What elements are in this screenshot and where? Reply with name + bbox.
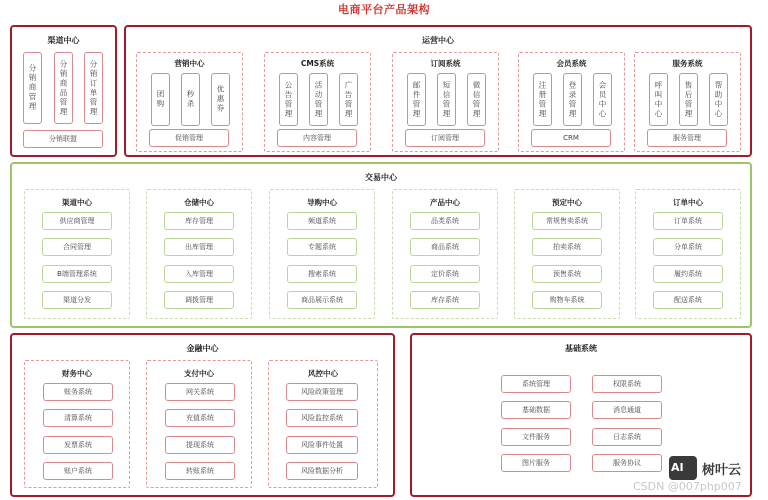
trade-item: 供应商管理 [42, 212, 112, 230]
finance-center-box [10, 333, 395, 497]
trade-group [392, 189, 498, 319]
subscription-group [392, 52, 499, 152]
trade-item: 定价系统 [410, 265, 480, 283]
trade-group [514, 189, 620, 319]
watermark [633, 456, 768, 500]
ops-item: 团购 [151, 73, 170, 126]
finance-item: 风险监控系统 [286, 409, 358, 427]
trade-item: 渠道分发 [42, 291, 112, 309]
operations-center-box [124, 25, 752, 157]
group-title: 产品中心 [430, 198, 460, 207]
trade-group [635, 189, 741, 319]
ops-bottom: 服务管理 [647, 129, 727, 147]
group-title: 风控中心 [308, 369, 338, 378]
finance-group [146, 360, 252, 488]
brand-name: 树叶云 [702, 463, 742, 478]
ops-item: 优惠券 [211, 73, 230, 126]
trade-item: 购物车系统 [532, 291, 602, 309]
group-title: 服务系统 [672, 59, 703, 68]
ops-item: 呼叫中心 [649, 73, 668, 126]
channel-center-title: 渠道中心 [47, 36, 80, 45]
group-title: CMS系统 [300, 59, 335, 68]
service-group [634, 52, 741, 152]
group-title: 订单中心 [673, 198, 703, 207]
group-title: 订阅系统 [430, 59, 461, 68]
trade-item: 配送系统 [653, 291, 723, 309]
group-title: 财务中心 [62, 369, 92, 378]
trade-item: 分单系统 [653, 238, 723, 256]
trade-item: 专题系统 [287, 238, 357, 256]
marketing-group [136, 52, 243, 152]
finance-item: 充值系统 [165, 409, 235, 427]
base-item: 图片服务 [501, 454, 571, 472]
trade-item: B端管理系统 [42, 265, 112, 283]
ops-item: 活动管理 [309, 73, 328, 126]
finance-item: 账户系统 [43, 462, 113, 480]
group-title: 支付中心 [184, 369, 214, 378]
trade-item: 品类系统 [410, 212, 480, 230]
finance-item: 网关系统 [165, 383, 235, 401]
ops-item: 会员中心 [593, 73, 612, 126]
trade-center-title: 交易中心 [365, 173, 397, 182]
trade-item: 入库管理 [164, 265, 234, 283]
channel-item: 分销商品管理 [54, 52, 73, 124]
ops-item: 秒杀 [181, 73, 200, 126]
trade-item: 预售系统 [532, 265, 602, 283]
finance-group [268, 360, 378, 488]
finance-center-title: 金融中心 [186, 344, 219, 353]
trade-item: 库存系统 [410, 291, 480, 309]
ops-item: 短信管理 [437, 73, 456, 126]
finance-group [24, 360, 130, 488]
trade-item: 调拨管理 [164, 291, 234, 309]
finance-item: 清算系统 [43, 409, 113, 427]
group-title: 导购中心 [307, 198, 337, 207]
trade-item: 商品系统 [410, 238, 480, 256]
ops-item: 登录管理 [563, 73, 582, 126]
trade-item: 库存管理 [164, 212, 234, 230]
group-title: 渠道中心 [62, 198, 92, 207]
base-item: 日志系统 [592, 428, 662, 446]
finance-item: 风险事件处置 [286, 436, 358, 454]
diagram-title: 电商平台产品架构 [338, 3, 430, 16]
trade-item: 频道系统 [287, 212, 357, 230]
ops-bottom: 内容管理 [277, 129, 357, 147]
ops-item: 广告管理 [339, 73, 358, 126]
group-title: 营销中心 [174, 59, 205, 68]
trade-group [146, 189, 252, 319]
operations-center-title: 运营中心 [422, 36, 454, 45]
finance-item: 账务系统 [43, 383, 113, 401]
ops-bottom: CRM [531, 129, 611, 147]
csdn-watermark-text: CSDN @007php007 [633, 480, 742, 493]
trade-item: 搜索系统 [287, 265, 357, 283]
finance-item: 转账系统 [165, 462, 235, 480]
base-system-title: 基础系统 [565, 344, 597, 353]
ops-item: 售后管理 [679, 73, 698, 126]
finance-item: 发票系统 [43, 436, 113, 454]
channel-item: 分销商管理 [23, 52, 42, 124]
base-item: 基础数据 [501, 401, 571, 419]
trade-item: 拍卖系统 [532, 238, 602, 256]
trade-group [269, 189, 375, 319]
cms-group [264, 52, 371, 152]
ops-item: 微信管理 [467, 73, 486, 126]
group-title: 会员系统 [556, 59, 587, 68]
trade-item: 履约系统 [653, 265, 723, 283]
trade-item: 商品展示系统 [287, 291, 357, 309]
ops-item: 邮件管理 [407, 73, 426, 126]
member-group [518, 52, 625, 152]
trade-item: 订单系统 [653, 212, 723, 230]
finance-item: 风险数据分析 [286, 462, 358, 480]
ops-item: 注册管理 [533, 73, 552, 126]
trade-item: 出库管理 [164, 238, 234, 256]
trade-item: 常规售卖系统 [532, 212, 602, 230]
ops-item: 公告管理 [279, 73, 298, 126]
base-item: 消息通道 [592, 401, 662, 419]
channel-center-box [10, 25, 117, 157]
base-item: 文件服务 [501, 428, 571, 446]
base-item: 服务协议 [592, 454, 662, 472]
base-item: 系统管理 [501, 375, 571, 393]
finance-item: 提现系统 [165, 436, 235, 454]
ai-logo-icon: AI [669, 456, 697, 480]
trade-item: 合同管理 [42, 238, 112, 256]
channel-bottom: 分销联盟 [23, 130, 103, 148]
ops-bottom: 促销管理 [149, 129, 229, 147]
group-title: 仓储中心 [184, 198, 214, 207]
trade-center-box [10, 162, 752, 328]
finance-item: 风险政策管理 [286, 383, 358, 401]
base-item: 权限系统 [592, 375, 662, 393]
group-title: 预定中心 [552, 198, 582, 207]
ops-item: 帮助中心 [709, 73, 728, 126]
trade-group [24, 189, 130, 319]
channel-item: 分销订单管理 [84, 52, 103, 124]
ops-bottom: 订阅管理 [405, 129, 485, 147]
